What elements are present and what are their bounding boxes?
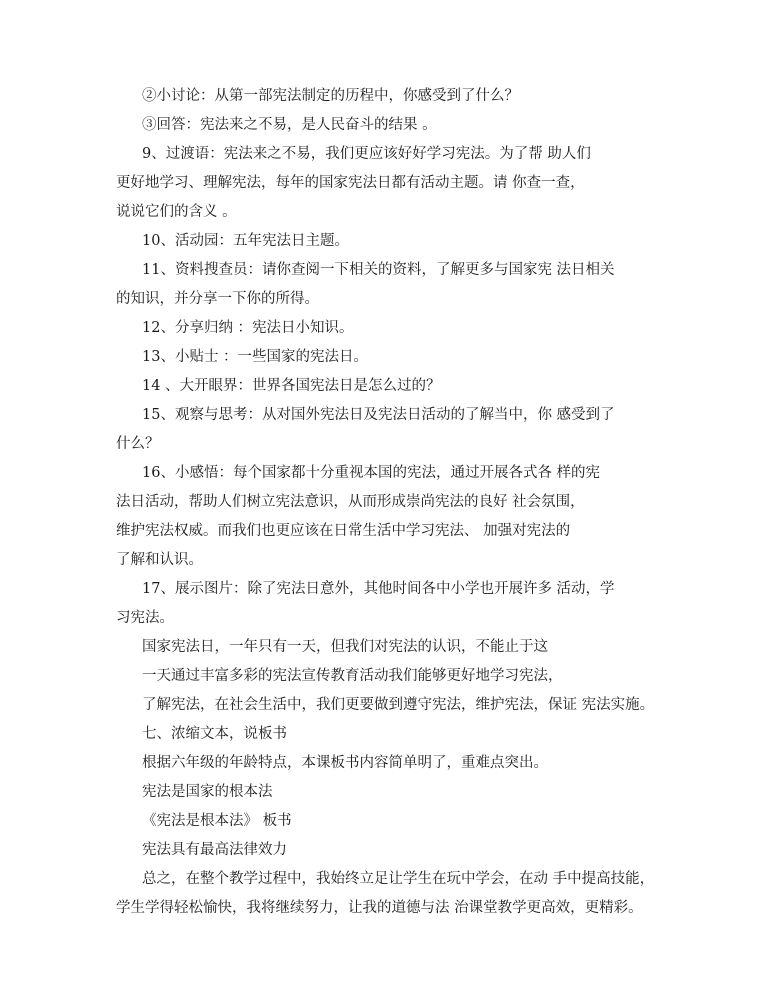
text-line: 总之，在整个教学过程中，我始终立足让学生在玩中学会，在动 手中提高技能， [142, 871, 655, 887]
text-line: 更好地学习、理解宪法，每年的国家宪法日都有活动主题。请 你查一查， [116, 175, 585, 191]
board-text-line: 宪法是国家的根本法 [142, 784, 273, 800]
text-line: 12、分享归纳 ：宪法日小知识。 [142, 320, 354, 336]
text-line: 了解和认识。 [116, 552, 203, 568]
text-line: 说说它们的含义 。 [116, 204, 237, 220]
text-line: 14 、大开眼界：世界各国宪法日是怎么过的？ [142, 378, 441, 394]
text-line: 法日活动，帮助人们树立宪法意识，从而形成崇尚宪法的良好 社会氛围， [116, 494, 585, 510]
text-line: 习宪法。 [116, 610, 174, 626]
board-text-line: 《宪法是根本法》 板书 [142, 813, 292, 829]
text-line: ②小讨论：从第一部宪法制定的历程中，你感受到了什么？ [142, 88, 519, 104]
text-line: 11、资料搜查员：请你查阅一下相关的资料，了解更多与国家宪 法日相关 [142, 262, 615, 278]
text-line: 一天通过丰富多彩的宪法宣传教育活动我们能够更好地学习宪法， [142, 668, 563, 684]
text-line: 9、过渡语：宪法来之不易，我们更应该好好学习宪法。为了帮 助人们 [142, 146, 591, 162]
text-line: 维护宪法权威。而我们也更应该在日常生活中学习宪法、 加强对宪法的 [116, 523, 571, 539]
text-line: 学生学得轻松愉快，我将继续努力，让我的道德与法 治课堂教学更高效，更精彩。 [116, 900, 643, 916]
board-text-line: 宪法具有最高法律效力 [142, 842, 287, 858]
text-line: 什么？ [116, 436, 160, 452]
text-line: 根据六年级的年龄特点，本课板书内容简单明了，重难点突出。 [142, 755, 548, 771]
text-line: 了解宪法，在社会生活中，我们更要做到遵守宪法，维护宪法，保证 宪法实施。 [142, 697, 655, 713]
text-line: 13、小贴士 ：一些国家的宪法日。 [142, 349, 369, 365]
text-line: 15、观察与思考：从对国外宪法日及宪法日活动的了解当中，你 感受到了 [142, 407, 615, 423]
text-line: 17、展示图片：除了宪法日意外，其他时间各中小学也开展许多 活动，学 [142, 581, 615, 597]
text-line: 的知识，并分享一下你的所得。 [116, 291, 319, 307]
section-heading: 七、浓缩文本，说板书 [142, 726, 287, 742]
text-line: 10、活动园：五年宪法日主题。 [142, 233, 349, 249]
text-line: ③回答：宪法来之不易，是人民奋斗的结果 。 [142, 117, 437, 133]
text-line: 国家宪法日，一年只有一天，但我们对宪法的认识，不能止于这 [142, 639, 548, 655]
text-line: 16、小感悟：每个国家都十分重视本国的宪法，通过开展各式各 样的宪 [142, 465, 601, 481]
